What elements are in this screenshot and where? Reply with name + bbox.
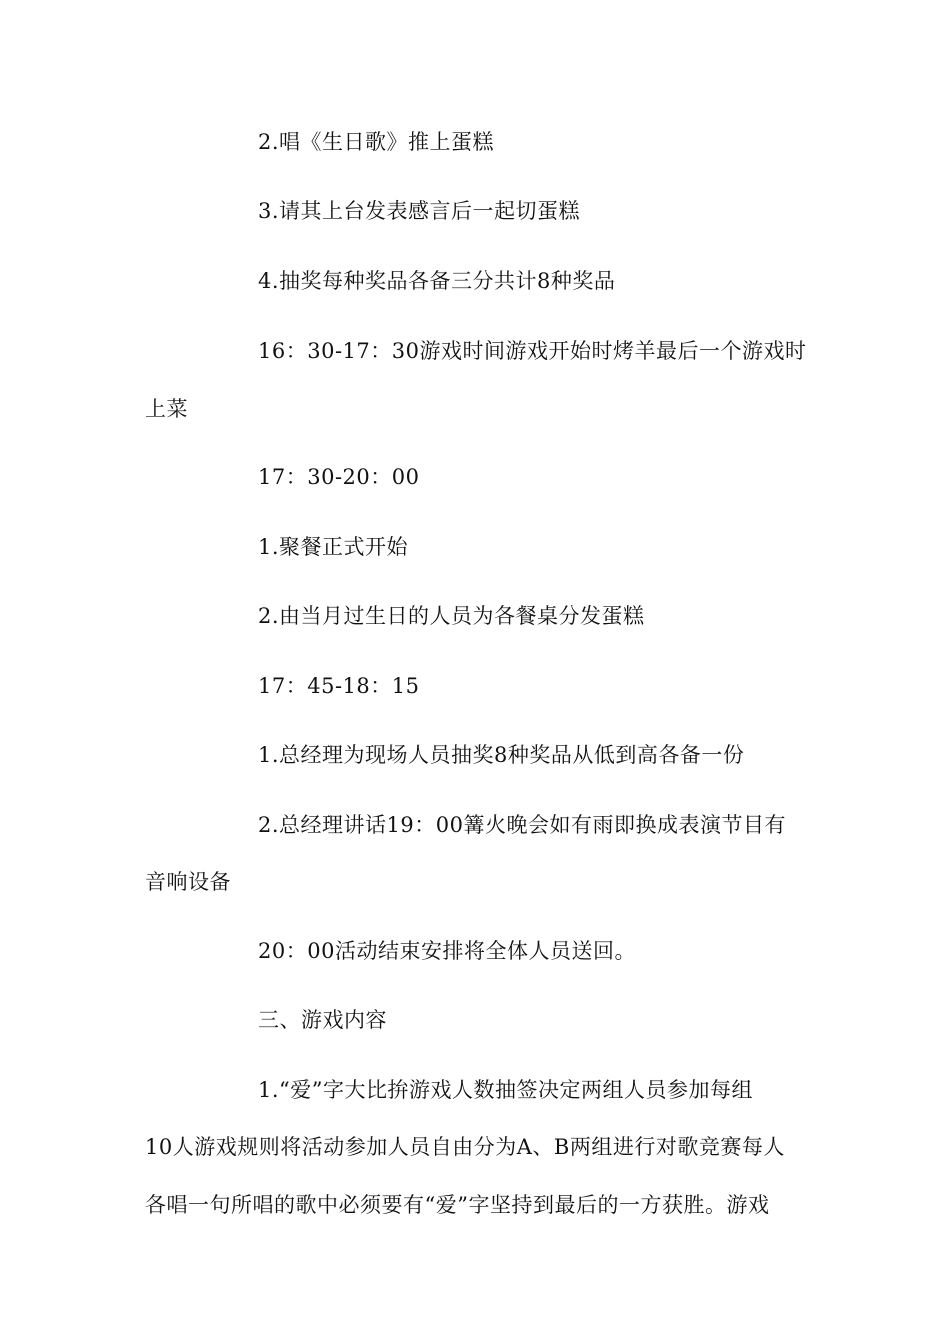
section-heading: 三、游戏内容 — [258, 1008, 387, 1032]
paragraph-line: 音响设备 — [145, 870, 231, 894]
paragraph-line: 1.聚餐正式开始 — [258, 535, 409, 559]
paragraph-line: 2.总经理讲话19：00篝火晚会如有雨即换成表演节目有 — [258, 813, 786, 837]
paragraph-line: 上菜 — [145, 397, 188, 421]
paragraph-line: 1.总经理为现场人员抽奖8种奖品从低到高各备一份 — [258, 743, 745, 767]
time-heading: 17：45-18：15 — [258, 674, 420, 698]
paragraph-line: 2.由当月过生日的人员为各餐桌分发蛋糕 — [258, 604, 645, 628]
paragraph-line: 10人游戏规则将活动参加人员自由分为A、B两组进行对歌竞赛每人 — [145, 1135, 785, 1159]
paragraph-line: 16：30-17：30游戏时间游戏开始时烤羊最后一个游戏时 — [258, 339, 807, 363]
paragraph-line: 20：00活动结束安排将全体人员送回。 — [258, 939, 636, 963]
paragraph-line: 3.请其上台发表感言后一起切蛋糕 — [258, 199, 581, 223]
paragraph-line: 2.唱《生日歌》推上蛋糕 — [258, 130, 495, 154]
paragraph-line: 4.抽奖每种奖品各备三分共计8种奖品 — [258, 269, 616, 293]
paragraph-line: 1.“爱”字大比拚游戏人数抽签决定两组人员参加每组 — [258, 1078, 754, 1102]
paragraph-line: 各唱一句所唱的歌中必须要有“爱”字坚持到最后的一方获胜。游戏 — [145, 1193, 770, 1217]
time-heading: 17：30-20：00 — [258, 465, 420, 489]
